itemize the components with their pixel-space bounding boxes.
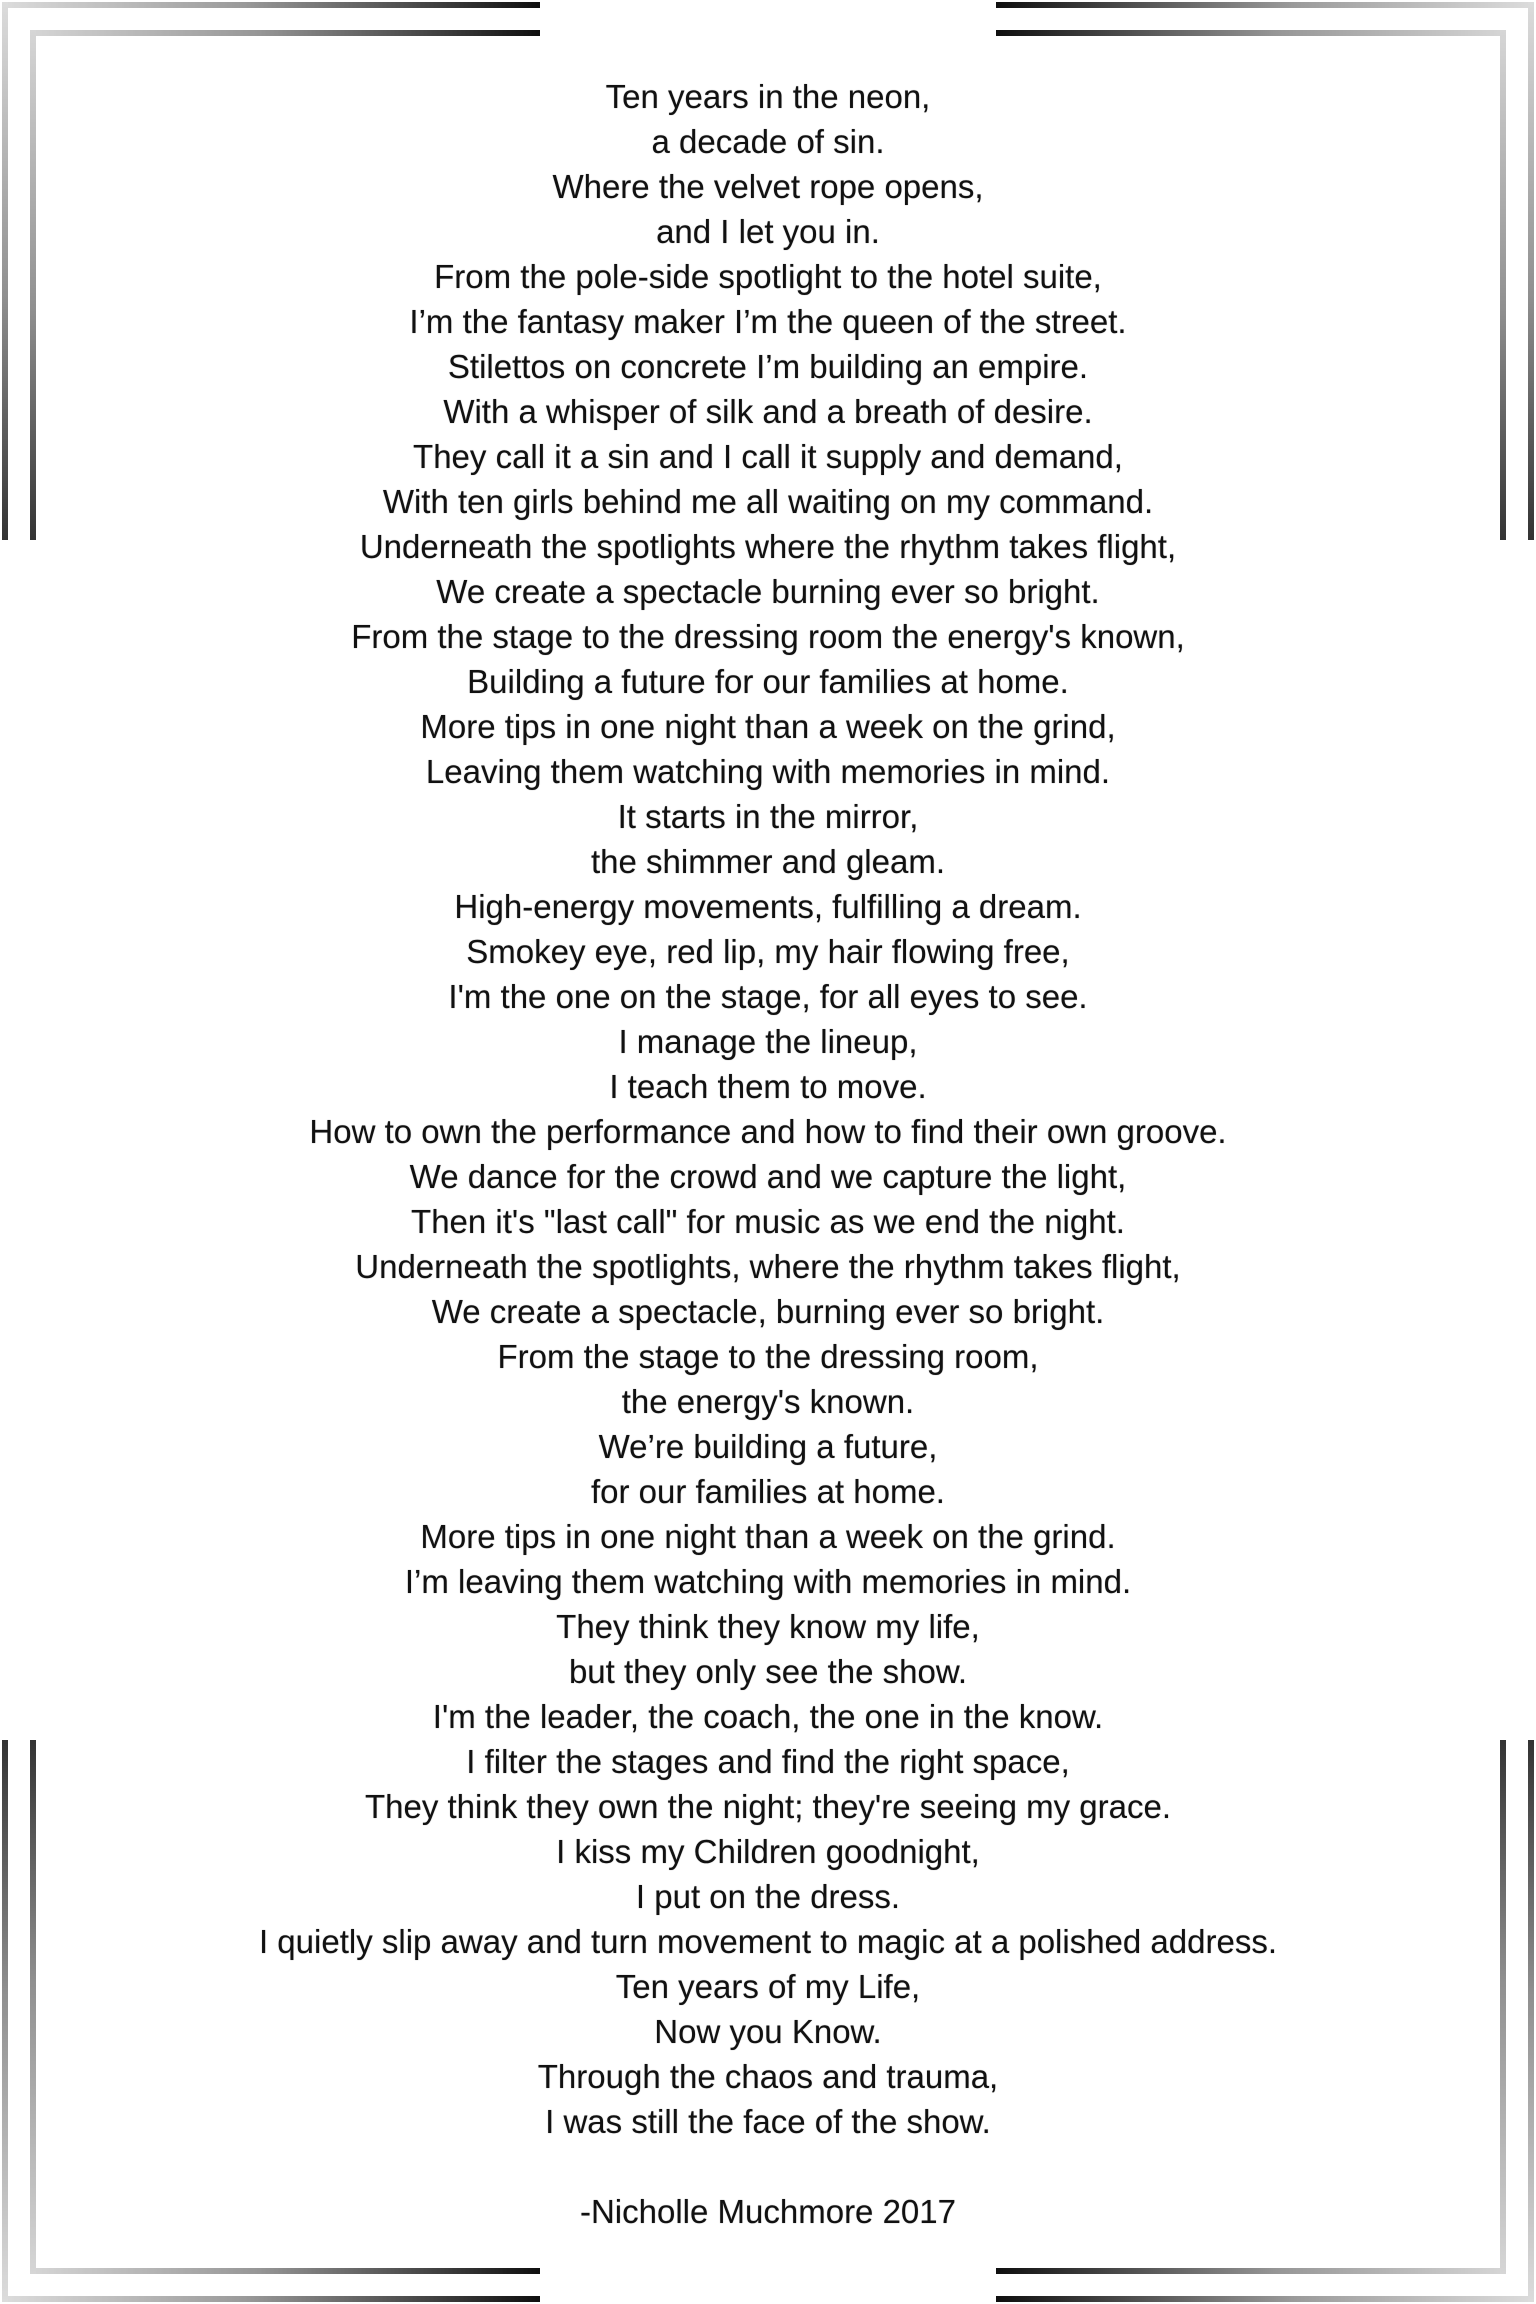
poem-line: I’m the fantasy maker I’m the queen of the street. — [409, 303, 1127, 340]
poem-line: I filter the stages and find the right space, — [466, 1743, 1070, 1780]
poem-line: More tips in one night than a week on the grind, — [420, 708, 1116, 745]
poem-line: a decade of sin. — [651, 123, 885, 160]
poem-line: I'm the one on the stage, for all eyes to see. — [448, 978, 1088, 1015]
frame-outer-right-top-segment — [1528, 2, 1534, 540]
poem-line: Then it's "last call" for music as we end the night. — [411, 1203, 1125, 1240]
frame-inner-right-top-segment — [1500, 30, 1506, 540]
poem-line: With ten girls behind me all waiting on my command. — [382, 483, 1154, 520]
frame-inner-top-right-segment — [996, 30, 1506, 36]
frame-outer-left-bottom-segment — [2, 1740, 8, 2302]
poem-line: I’m leaving them watching with memories in mind. — [404, 1563, 1132, 1600]
frame-inner-right-bottom-segment — [1500, 1740, 1506, 2274]
poem-line: Through the chaos and trauma, — [537, 2058, 999, 2095]
poem-line: I teach them to move. — [609, 1068, 927, 1105]
poem-line: We create a spectacle, burning ever so bright. — [431, 1293, 1105, 1330]
frame-outer-bottom-left-segment — [2, 2296, 540, 2302]
poem-line: I was still the face of the show. — [545, 2103, 991, 2140]
poem-text-block — [60, 74, 1476, 2234]
poem-line: How to own the performance and how to find their own groove. — [309, 1113, 1227, 1150]
poem-line: From the pole-side spotlight to the hotel suite, — [434, 258, 1102, 295]
poem-line: High-energy movements, fulfilling a dream. — [454, 888, 1082, 925]
poem-line: Ten years in the neon, — [605, 78, 931, 115]
poem-line: We dance for the crowd and we capture the light, — [409, 1158, 1127, 1195]
poem-line: I kiss my Children goodnight, — [556, 1833, 980, 1870]
poem-line: Ten years of my Life, — [615, 1968, 921, 2005]
poem-line: Now you Know. — [654, 2013, 882, 2050]
frame-outer-left-top-segment — [2, 2, 8, 540]
frame-outer-right-bottom-segment — [1528, 1740, 1534, 2302]
poem-line: but they only see the show. — [568, 1653, 968, 1690]
poem-line: With a whisper of silk and a breath of desire. — [443, 393, 1093, 430]
frame-inner-bottom-right-segment — [996, 2268, 1506, 2274]
poem-line: We create a spectacle burning ever so bright. — [436, 573, 1100, 610]
poem-line: and I let you in. — [656, 213, 880, 250]
poem-line: Where the velvet rope opens, — [552, 168, 984, 205]
poem-line: Smokey eye, red lip, my hair flowing free, — [466, 933, 1070, 970]
poem-line: More tips in one night than a week on the grind. — [420, 1518, 1116, 1555]
frame-outer-bottom-right-segment — [996, 2296, 1534, 2302]
poem-line: I manage the lineup, — [618, 1023, 918, 1060]
frame-inner-bottom-left-segment — [30, 2268, 540, 2274]
poem-line: the energy's known. — [621, 1383, 915, 1420]
poem-line: I put on the dress. — [635, 1878, 901, 1915]
poem-line: We’re building a future, — [598, 1428, 938, 1465]
poem-line: Stilettos on concrete I’m building an empire. — [447, 348, 1089, 385]
poem-line: I'm the leader, the coach, the one in the know. — [432, 1698, 1104, 1735]
poem-line: Leaving them watching with memories in mind. — [425, 753, 1111, 790]
poem-line: Underneath the spotlights where the rhythm takes flight, — [359, 528, 1177, 565]
poem-attribution: -Nicholle Muchmore 2017 — [579, 2193, 956, 2230]
poem-line: They think they know my life, — [556, 1608, 980, 1645]
poem-lines — [60, 74, 1476, 2144]
poem-line: They think they own the night; they're seeing my grace. — [364, 1788, 1172, 1825]
poem-line: From the stage to the dressing room the energy's known, — [351, 618, 1185, 655]
poem-line: From the stage to the dressing room, — [497, 1338, 1039, 1375]
poem-line: It starts in the mirror, — [617, 798, 919, 835]
poem-line: They call it a sin and I call it supply and demand, — [413, 438, 1123, 475]
poem-line: Underneath the spotlights, where the rhythm takes flight, — [355, 1248, 1181, 1285]
frame-inner-top-left-segment — [30, 30, 540, 36]
poem-line: the shimmer and gleam. — [591, 843, 945, 880]
poem-line: for our families at home. — [591, 1473, 945, 1510]
frame-outer-top-right-segment — [996, 2, 1534, 8]
frame-inner-left-top-segment — [30, 30, 36, 540]
frame-inner-left-bottom-segment — [30, 1740, 36, 2274]
poem-line: I quietly slip away and turn movement to magic at a polished address. — [258, 1923, 1278, 1960]
frame-outer-top-left-segment — [2, 2, 540, 8]
poem-line: Building a future for our families at home. — [467, 663, 1069, 700]
